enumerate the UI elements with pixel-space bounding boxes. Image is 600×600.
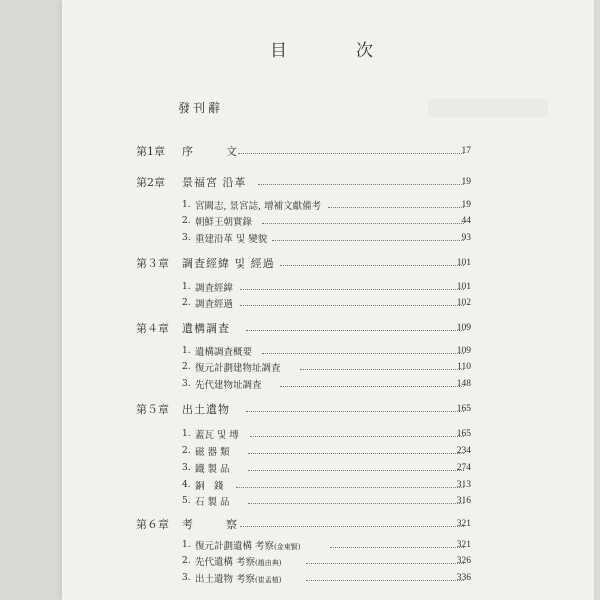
dot-leader: [240, 305, 464, 306]
dot-leader: [330, 547, 464, 548]
item-title: [195, 571, 282, 585]
item-number: 1.: [182, 429, 191, 439]
dot-leader: [236, 487, 464, 488]
item-title: 銅 錢: [195, 481, 224, 492]
page-number: 165: [456, 429, 471, 439]
dot-leader: [280, 386, 464, 387]
toc-preface: 發刊辭: [178, 101, 224, 115]
page-number: 316: [456, 496, 471, 506]
chapter-number: 第1章: [136, 145, 165, 158]
toc-chapter-4: [0, 320, 600, 336]
page-number: 109: [456, 323, 471, 333]
toc-chapter-3: [0, 255, 600, 271]
page-number: 44: [461, 216, 471, 226]
item-title: 蓋瓦 및 塼: [195, 430, 239, 441]
item-title-text: 復元計劃遺構 考察: [195, 541, 275, 552]
toc-item: [0, 443, 600, 459]
item-number: 3.: [182, 233, 191, 243]
page-number: 321: [456, 519, 471, 529]
page-number: 17: [461, 146, 471, 156]
chapter-title: 出土遺物: [182, 403, 230, 416]
item-title: 宮闕志, 景宮誌, 增補文獻備考: [195, 201, 322, 212]
chapter-title: 遺構調査: [182, 322, 230, 335]
toc-item: [0, 279, 600, 295]
toc-item: [0, 570, 600, 586]
dot-leader: [246, 330, 464, 331]
toc-chapter-6: [0, 516, 600, 532]
toc-item: [0, 553, 600, 569]
chapter-number: 第６章: [136, 518, 169, 531]
dot-leader: [328, 207, 464, 208]
dot-leader: [306, 580, 464, 581]
page-number: 148: [456, 379, 471, 389]
page-title: 目 次: [270, 41, 399, 61]
page-number: 19: [461, 200, 471, 210]
dot-leader: [258, 184, 464, 185]
item-number: 1.: [182, 282, 191, 292]
toc-item: [0, 295, 600, 311]
item-title: 重建沿革 및 變貌: [195, 234, 268, 245]
item-title: 復元計劃建物址調査: [195, 363, 281, 374]
item-title: 調査經緯: [195, 283, 234, 294]
dot-leader: [238, 153, 464, 154]
toc-item: [0, 460, 600, 476]
dot-leader: [250, 436, 464, 437]
item-number: 1.: [182, 200, 191, 210]
page-number: 93: [461, 233, 471, 243]
chapter-number: 第３章: [136, 257, 169, 270]
chapter-title: 調査經緯 및 經過: [182, 257, 275, 270]
author-note: (金東賢): [274, 543, 301, 551]
toc-item: [0, 477, 600, 493]
page-number: 101: [456, 258, 471, 268]
toc-item: [0, 230, 600, 246]
item-title: 先代建物址調査: [195, 380, 262, 391]
item-number: 3.: [182, 573, 191, 583]
toc-item: [0, 376, 600, 392]
item-number: 2.: [182, 216, 191, 226]
dot-leader: [262, 223, 464, 224]
item-number: 2.: [182, 298, 191, 308]
page-number: 109: [456, 346, 471, 356]
page-number: 110: [457, 362, 471, 372]
chapter-title: 考 察: [182, 518, 248, 531]
toc-item: [0, 197, 600, 213]
toc-item: [0, 213, 600, 229]
chapter-number: 第2章: [136, 176, 165, 189]
page-number: 313: [456, 480, 471, 490]
dot-leader: [306, 563, 464, 564]
item-title-text: 先代遺構 考察: [195, 557, 256, 568]
page-number: 326: [456, 556, 471, 566]
page-number: 102: [456, 298, 471, 308]
item-title: [195, 554, 282, 568]
item-number: 5.: [182, 496, 191, 506]
item-number: 2.: [182, 362, 191, 372]
page-number: 234: [456, 446, 471, 456]
toc-item: [0, 537, 600, 553]
item-number: 3.: [182, 379, 191, 389]
toc-item: [0, 493, 600, 509]
item-title: 石 製 品: [195, 497, 230, 508]
item-title-text: 出土遺物 考察: [195, 574, 256, 585]
item-number: 2.: [182, 446, 191, 456]
page-number: 19: [461, 177, 471, 187]
item-title: 遺構調査概要: [195, 347, 253, 358]
chapter-title: 序 文: [182, 145, 248, 158]
item-number: 1.: [182, 346, 191, 356]
dot-leader: [280, 265, 464, 266]
dot-leader: [248, 453, 464, 454]
dot-leader: [240, 526, 464, 527]
chapter-title: 景福宮 沿革: [182, 176, 247, 189]
page-number: 321: [456, 540, 471, 550]
dot-leader: [248, 470, 464, 471]
item-title: 磁 器 類: [195, 447, 230, 458]
toc-chapter-1: [0, 143, 600, 159]
chapter-number: 第４章: [136, 322, 169, 335]
show-through-text: [428, 99, 548, 117]
dot-leader: [246, 411, 464, 412]
author-note: (崔孟植): [255, 576, 282, 584]
toc-item: [0, 426, 600, 442]
item-number: 1.: [182, 540, 191, 550]
page-number: 274: [456, 463, 471, 473]
author-note: (趙由典): [255, 559, 282, 567]
chapter-number: 第５章: [136, 403, 169, 416]
item-number: 2.: [182, 556, 191, 566]
toc-chapter-5: [0, 401, 600, 417]
toc-chapter-2: [0, 174, 600, 190]
item-title: [195, 538, 301, 552]
page-number: 336: [456, 573, 471, 583]
page-number: 165: [456, 404, 471, 414]
page-number: 101: [456, 282, 471, 292]
toc-item: [0, 343, 600, 359]
item-title: 調査經過: [195, 299, 234, 310]
dot-leader: [240, 289, 464, 290]
item-number: 4.: [182, 480, 191, 490]
item-title: 鐵 製 品: [195, 464, 230, 475]
item-title: 朝鮮王朝實錄: [195, 217, 253, 228]
dot-leader: [300, 369, 464, 370]
toc-item: [0, 359, 600, 375]
dot-leader: [272, 240, 464, 241]
dot-leader: [262, 353, 464, 354]
dot-leader: [248, 503, 464, 504]
item-number: 3.: [182, 463, 191, 473]
